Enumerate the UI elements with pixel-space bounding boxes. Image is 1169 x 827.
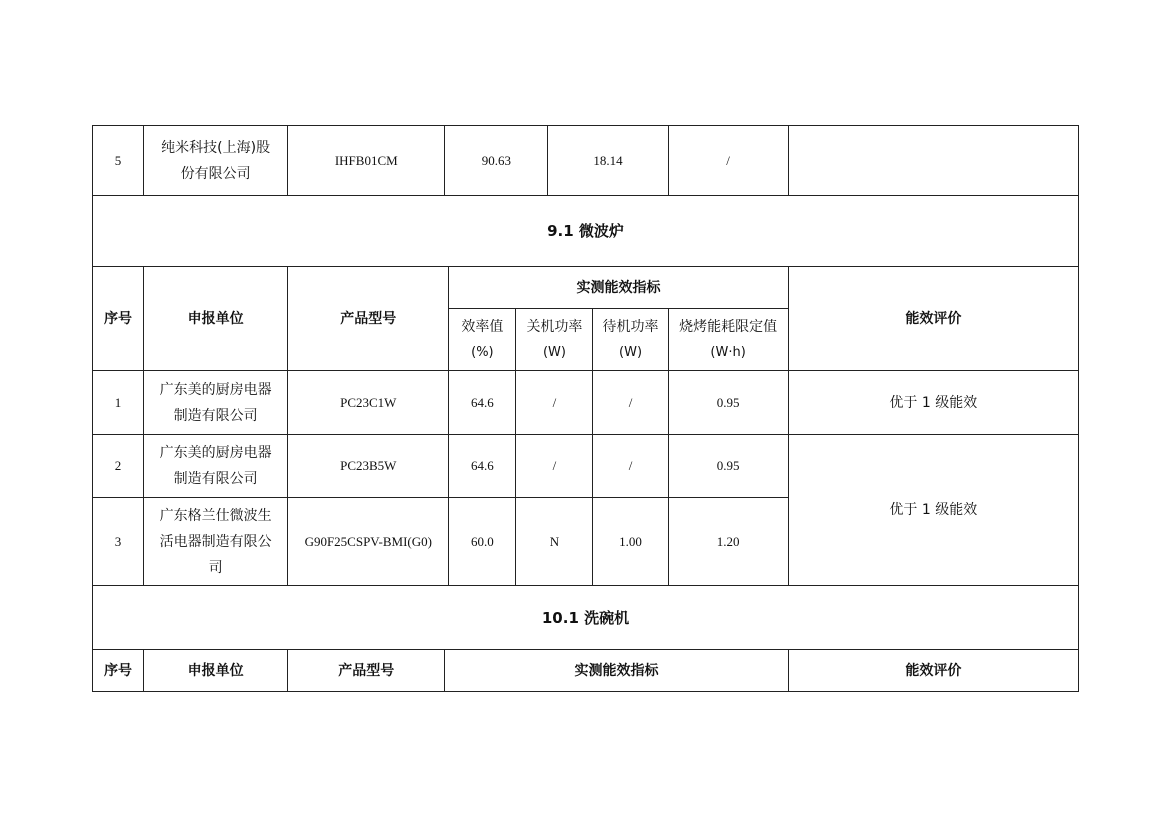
section-title-row bbox=[93, 586, 1079, 650]
efficiency-cell: 64.6 bbox=[449, 371, 516, 435]
row-index: 5 bbox=[93, 126, 144, 196]
header-company: 申报单位 bbox=[144, 650, 288, 692]
evaluation-cell-merged: 优于 1 级能效 bbox=[788, 435, 1078, 586]
header-off-power-unit: (W) bbox=[542, 344, 566, 360]
value-cell bbox=[788, 126, 1078, 196]
value-cell: 90.63 bbox=[445, 126, 548, 196]
row-index: 2 bbox=[93, 435, 144, 498]
header-grill-energy-unit: (W·h) bbox=[710, 344, 746, 360]
header-row bbox=[93, 267, 1079, 309]
evaluation-cell: 优于 1 级能效 bbox=[788, 371, 1078, 435]
energy-efficiency-table bbox=[92, 125, 1079, 692]
header-grill-energy bbox=[668, 309, 788, 371]
header-evaluation: 能效评价 bbox=[788, 267, 1078, 371]
header-metrics-group: 实测能效指标 bbox=[445, 650, 788, 692]
header-efficiency-unit: (%) bbox=[471, 344, 494, 360]
header-row bbox=[93, 650, 1079, 692]
header-grill-energy-label: 烧烤能耗限定值 bbox=[679, 318, 778, 335]
grill-energy-cell: 1.20 bbox=[668, 498, 788, 586]
company-line: 广东美的厨房电器 bbox=[159, 445, 272, 461]
table-row bbox=[93, 435, 1079, 498]
off-power-cell: / bbox=[516, 435, 593, 498]
company-line: 广东格兰仕微波生 bbox=[159, 507, 272, 524]
company-line: 司 bbox=[208, 559, 223, 576]
header-standby-power bbox=[593, 309, 668, 371]
header-model: 产品型号 bbox=[288, 650, 445, 692]
model-cell: PC23B5W bbox=[288, 435, 449, 498]
model-cell: PC23C1W bbox=[288, 371, 449, 435]
value-cell: / bbox=[668, 126, 788, 196]
company-cell bbox=[144, 371, 288, 435]
company-line: 纯米科技(上海)股 bbox=[161, 139, 271, 156]
company-line: 制造有限公司 bbox=[173, 471, 258, 487]
header-metrics-group: 实测能效指标 bbox=[449, 267, 788, 309]
grill-energy-cell: 0.95 bbox=[668, 435, 788, 498]
energy-efficiency-table-wrapper bbox=[92, 125, 1079, 692]
company-line: 广东美的厨房电器 bbox=[159, 381, 272, 398]
header-index: 序号 bbox=[93, 267, 144, 371]
company-cell bbox=[144, 126, 288, 196]
efficiency-cell: 60.0 bbox=[449, 498, 516, 586]
value-cell: 18.14 bbox=[548, 126, 668, 196]
section-title-row bbox=[93, 196, 1079, 267]
table-row bbox=[93, 126, 1079, 196]
standby-power-cell: 1.00 bbox=[593, 498, 668, 586]
header-efficiency bbox=[449, 309, 516, 371]
section-title-dishwasher: 10.1 洗碗机 bbox=[93, 586, 1079, 650]
standby-power-cell: / bbox=[593, 435, 668, 498]
grill-energy-cell: 0.95 bbox=[668, 371, 788, 435]
row-index: 1 bbox=[93, 371, 144, 435]
header-model: 产品型号 bbox=[288, 267, 449, 371]
section-title-microwave: 9.1 微波炉 bbox=[93, 196, 1079, 267]
company-line: 制造有限公司 bbox=[173, 407, 258, 424]
header-off-power-label: 关机功率 bbox=[526, 318, 583, 335]
header-standby-power-label: 待机功率 bbox=[602, 318, 659, 335]
header-efficiency-label: 效率值 bbox=[461, 318, 504, 335]
header-off-power bbox=[516, 309, 593, 371]
company-cell bbox=[144, 498, 288, 586]
company-cell bbox=[144, 435, 288, 498]
off-power-cell: N bbox=[516, 498, 593, 586]
row-index: 3 bbox=[93, 498, 144, 586]
table-row bbox=[93, 371, 1079, 435]
off-power-cell: / bbox=[516, 371, 593, 435]
model-cell: G90F25CSPV-BMI(G0) bbox=[288, 498, 449, 586]
header-standby-power-unit: (W) bbox=[619, 344, 643, 360]
company-line: 份有限公司 bbox=[180, 165, 251, 182]
standby-power-cell: / bbox=[593, 371, 668, 435]
efficiency-cell: 64.6 bbox=[449, 435, 516, 498]
company-line: 活电器制造有限公 bbox=[159, 533, 272, 550]
header-evaluation: 能效评价 bbox=[788, 650, 1078, 692]
header-index: 序号 bbox=[93, 650, 144, 692]
model-cell: IHFB01CM bbox=[288, 126, 445, 196]
header-company: 申报单位 bbox=[144, 267, 288, 371]
